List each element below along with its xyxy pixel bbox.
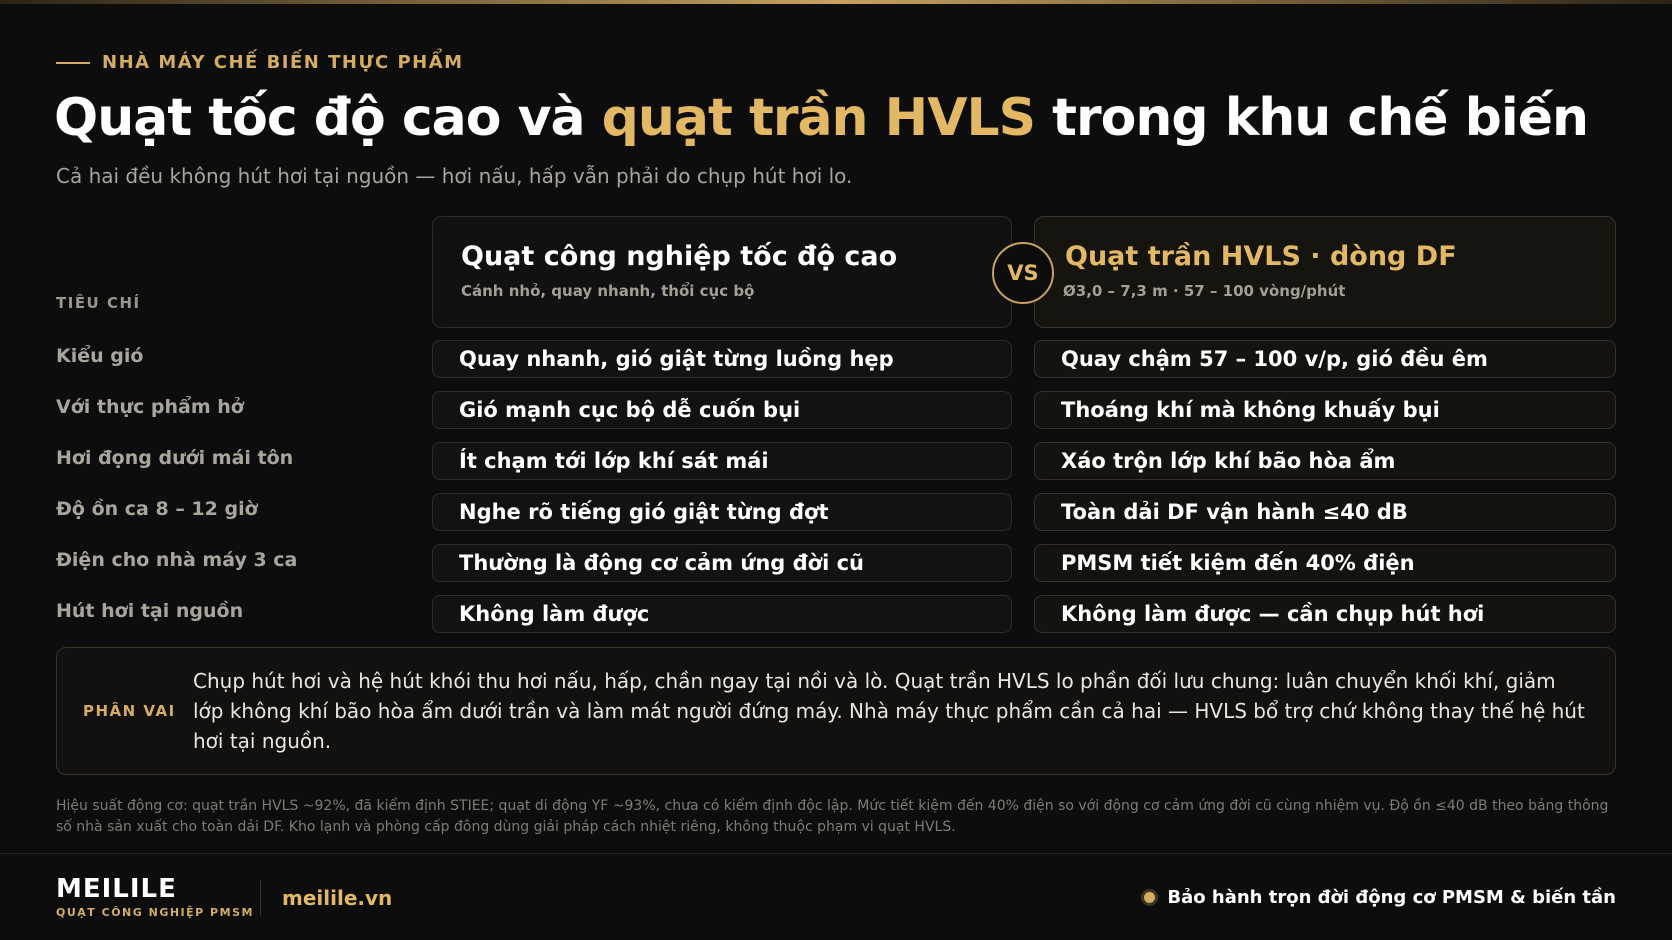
row-cell-right: Không làm được — cần chụp hút hơi — [1034, 595, 1616, 633]
brand-logo — [56, 874, 254, 919]
brand-separator — [260, 880, 261, 916]
eyebrow — [56, 52, 464, 73]
row-cell-right: PMSM tiết kiệm đến 40% điện — [1034, 544, 1616, 582]
criteria-header: TIÊU CHÍ — [56, 294, 141, 312]
footer-divider — [0, 853, 1672, 854]
column-title-left: Quạt công nghiệp tốc độ cao — [461, 241, 898, 272]
row-cell-right: Xáo trộn lớp khí bão hòa ẩm — [1034, 442, 1616, 480]
role-text: Chụp hút hơi và hệ hút khói thu hơi nấu, hấp, chần ngay tại nồi và lò. Quạt trần HVLS lo phần đối lưu chung: luân chuyển khối khí, giảm lớp không khí bão hòa ẩm dưới trần và làm mát người đứng máy. Nhà máy thực phẩm cần cả hai — HVLS bổ trợ chứ không thay thế hệ hút hơi tại nguồn. — [193, 669, 1585, 753]
vs-badge: VS — [992, 242, 1054, 304]
title-part-1: Quạt tốc độ cao và — [54, 88, 602, 148]
page-subtitle: Cả hai đều không hút hơi tại nguồn — hơi nấu, hấp vẫn phải do chụp hút hơi lo. — [56, 164, 853, 188]
column-header-hvls-fan — [1034, 216, 1616, 328]
row-label: Kiểu gió — [56, 345, 144, 367]
eyebrow-text: NHÀ MÁY CHẾ BIẾN THỰC PHẨM — [102, 52, 464, 73]
bullet-dot-icon — [1144, 892, 1155, 903]
footnote: Hiệu suất động cơ: quạt trần HVLS ~92%, đã kiểm định STIEE; quạt di động YF ~93%, chưa có kiểm định độc lập. Mức tiết kiệm đến 40% điện so với động cơ cảm ứng đời cũ cùng nhiệm vụ. Độ ồn ≤40 dB theo bảng thông số nhà sản xuất cho toàn dải DF. Kho lạnh và phòng cấp đông dùng giải pháp cách nhiệt riêng, không thuộc phạm vi quạt HVLS. — [56, 798, 1609, 835]
row-label: Hút hơi tại nguồn — [56, 600, 244, 622]
row-cell-right: Quay chậm 57 – 100 v/p, gió đều êm — [1034, 340, 1616, 378]
row-cell-left: Thường là động cơ cảm ứng đời cũ — [432, 544, 1012, 582]
column-subtitle-left: Cánh nhỏ, quay nhanh, thổi cục bộ — [461, 282, 755, 300]
eyebrow-dash — [56, 62, 90, 64]
warranty-text: Bảo hành trọn đời động cơ PMSM & biến tần — [1167, 887, 1616, 908]
row-label: Hơi đọng dưới mái tôn — [56, 447, 294, 469]
title-part-2: trong khu chế biến — [1035, 88, 1588, 148]
brand-name: MEILILE — [56, 874, 177, 904]
row-label: Độ ồn ca 8 – 12 giờ — [56, 498, 258, 520]
row-cell-left: Ít chạm tới lớp khí sát mái — [432, 442, 1012, 480]
brand-tagline: QUẠT CÔNG NGHIỆP PMSM — [56, 906, 254, 919]
top-accent-line — [0, 0, 1672, 4]
row-label: Với thực phẩm hở — [56, 396, 244, 418]
row-cell-left: Gió mạnh cục bộ dễ cuốn bụi — [432, 391, 1012, 429]
column-subtitle-right: Ø3,0 – 7,3 m · 57 – 100 vòng/phút — [1063, 282, 1346, 300]
row-cell-right: Toàn dải DF vận hành ≤40 dB — [1034, 493, 1616, 531]
row-cell-right: Thoáng khí mà không khuấy bụi — [1034, 391, 1616, 429]
website-link[interactable]: meilile.vn — [282, 886, 393, 910]
title-accent: quạt trần HVLS — [601, 88, 1036, 148]
column-header-high-speed-fan — [432, 216, 1012, 328]
warranty-note — [1144, 887, 1616, 908]
row-cell-left: Không làm được — [432, 595, 1012, 633]
page-title — [54, 88, 1588, 148]
column-title-right: Quạt trần HVLS · dòng DF — [1065, 241, 1457, 272]
row-cell-left: Nghe rõ tiếng gió giật từng đợt — [432, 493, 1012, 531]
role-label: PHÂN VAI — [83, 702, 176, 720]
row-label: Điện cho nhà máy 3 ca — [56, 549, 298, 571]
role-callout — [56, 647, 1616, 775]
row-cell-left: Quay nhanh, gió giật từng luồng hẹp — [432, 340, 1012, 378]
